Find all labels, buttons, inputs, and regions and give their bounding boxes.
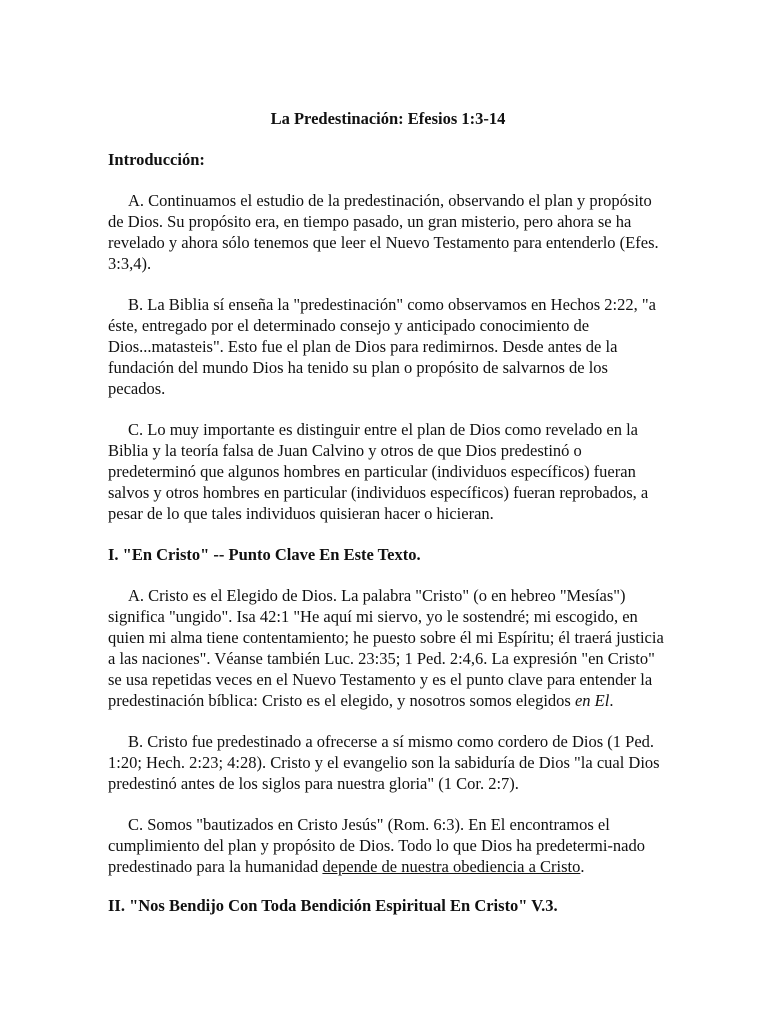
document-page	[108, 108, 668, 936]
s1-c-end: .	[580, 857, 585, 876]
section-1-heading: I. "En Cristo" -- Punto Clave En Este Texto.	[108, 545, 421, 564]
intro-paragraph-c: C. Lo muy importante es distinguir entre el plan de Dios como revelado en la Biblia y la teoría falsa de Juan Calvino y otros de que Dios predestinó o predeterminó que algunos hombres en particular (individuos específicos) fueran salvos y otros hombres en particular (individuos específicos) fueran reprobados, a pesar de lo que tales individuos quisieran hacer o hicieran.	[108, 420, 649, 523]
document-title: La Predestinación: Efesios 1:3-14	[270, 109, 506, 128]
section-1-paragraph-a	[108, 585, 668, 711]
intro-paragraph-b: B. La Biblia sí enseña la "predestinación" como observamos en Hechos 2:22, "a éste, entregado por el determinado consejo y anticipado conocimiento de Dios...matasteis". Esto fue el plan de Dios para redimirnos. Desde antes de la fundación del mundo Dios ha tenido su plan o propósito de salvarnos de los pecados.	[108, 295, 656, 398]
intro-paragraph-a: A. Continuamos el estudio de la predestinación, observando el plan y propósito de Dios. Su propósito era, en tiempo pasado, un gran misterio, pero ahora se ha revelado y ahora sólo tenemos que leer el Nuevo Testamento para entenderlo (Efes. 3:3,4).	[108, 191, 659, 273]
s1-c-text: C. Somos "bautizados en Cristo Jesús" (Rom. 6:3). En El encontramos el cumplimiento del plan y propósito de Dios. Todo lo que Dios ha predetermi-nado predestinado para la humanidad	[108, 815, 645, 876]
s1-a-end: .	[609, 691, 614, 710]
section-1-paragraph-b: B. Cristo fue predestinado a ofrecerse a sí mismo como cordero de Dios (1 Ped. 1:20; Hech. 2:23; 4:28). Cristo y el evangelio son la sabiduría de Dios "la cual Dios predestinó antes de los siglos para nuestra gloria" (1 Cor. 2:7).	[108, 732, 660, 793]
intro-heading: Introducción:	[108, 150, 205, 169]
section-1-paragraph-c	[108, 814, 668, 877]
s1-c-underlined-text: depende de nuestra obediencia a Cristo	[322, 857, 581, 876]
section-2-heading: II. "Nos Bendijo Con Toda Bendición Espiritual En Cristo" V.3.	[108, 896, 558, 915]
s1-a-text: A. Cristo es el Elegido de Dios. La palabra "Cristo" (o en hebreo "Mesías") significa "ungido". Isa 42:1 "He aquí mi siervo, yo le sostendré; mi escogido, en quien mi alma tiene contentamiento; he puesto sobre él mi Espíritu; él traerá justicia a las naciones". Véanse también Luc. 23:35; 1 Ped. 2:4,6. La expresión "en Cristo" se usa repetidas veces en el Nuevo Testamento y es el punto clave para entender la predestinación bíblica: Cristo es el elegido, y nosotros somos elegidos	[108, 586, 664, 710]
s1-a-italic-text: en El	[574, 691, 610, 710]
